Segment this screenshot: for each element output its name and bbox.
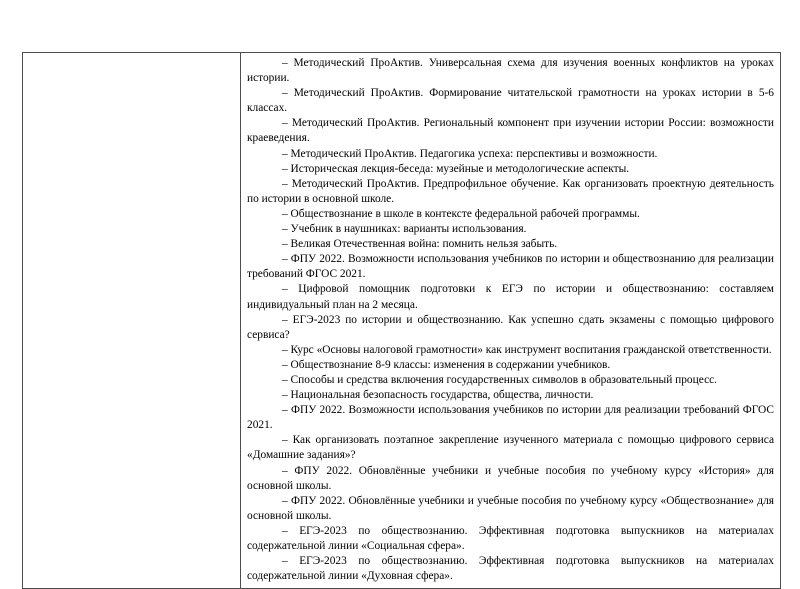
list-item: – Как организовать поэтапное закрепление изученного материала с помощью цифрового сервиса «Домашние задания»? (247, 434, 774, 462)
list-item: – Методический ПроАктив. Формирование читательской грамотности на уроках истории в 5-6 классах. (247, 87, 774, 115)
left-cell-text (23, 53, 240, 559)
course-list (241, 53, 780, 588)
table-cell-right (241, 53, 781, 589)
content-table (22, 52, 781, 589)
list-item: – ФПУ 2022. Возможности использования учебников по истории и обществознанию для реализации требований ФГОС 2021. (247, 253, 774, 281)
list-item: – Методический ПроАктив. Региональный компонент при изучении истории России: возможности краеведения. (247, 117, 774, 145)
list-item: – ЕГЭ-2023 по обществознанию. Эффективная подготовка выпускников на материалах содержательной линии «Духовная сфера». (247, 555, 774, 583)
list-item: – Способы и средства включения государственных символов в образовательный процесс. (282, 373, 718, 386)
list-item: – ФПУ 2022. Обновлённые учебники и учебные пособия по учебному курсу «Обществознание» для основной школы. (247, 494, 774, 522)
list-item: – Историческая лекция-беседа: музейные и методологические аспекты. (282, 162, 630, 175)
table-body (23, 53, 781, 589)
list-item: – Методический ПроАктив. Универсальная схема для изучения военных конфликтов на уроках истории. (247, 57, 774, 85)
list-item: – Цифровой помощник подготовки к ЕГЭ по истории и обществознанию: составляем индивидуальный план на 2 месяца. (247, 283, 774, 311)
list-item: – Национальная безопасность государства, общества, личности. (282, 389, 594, 402)
table-row (23, 53, 781, 589)
table-cell-left (23, 53, 241, 589)
list-item: – Великая Отечественная война: помнить нельзя забыть. (282, 238, 558, 251)
list-item: – ФПУ 2022. Возможности использования учебников по истории для реализации требований ФГОС 2021. (247, 404, 774, 432)
list-item: – Обществознание в школе в контексте федеральной рабочей программы. (282, 207, 640, 220)
list-item: – Методический ПроАктив. Педагогика успеха: перспективы и возможности. (282, 147, 658, 160)
list-item: – ЕГЭ-2023 по обществознанию. Эффективная подготовка выпускников на материалах содержательной линии «Социальная сфера». (247, 524, 774, 552)
list-item: – ЕГЭ-2023 по истории и обществознанию. Как успешно сдать экзамены с помощью цифрового сервиса? (247, 313, 774, 341)
list-item: – Учебник в наушниках: варианты использования. (282, 223, 527, 236)
list-item: – Обществознание 8-9 классы: изменения в содержании учебников. (282, 358, 611, 371)
list-item: – Методический ПроАктив. Предпрофильное обучение. Как организовать проектную деятельность по истории в основной школе. (247, 177, 774, 205)
list-item: – ФПУ 2022. Обновлённые учебники и учебные пособия по учебному курсу «История» для основной школы. (247, 464, 774, 492)
list-item: – Курс «Основы налоговой грамотности» как инструмент воспитания гражданской ответственности. (282, 343, 772, 356)
